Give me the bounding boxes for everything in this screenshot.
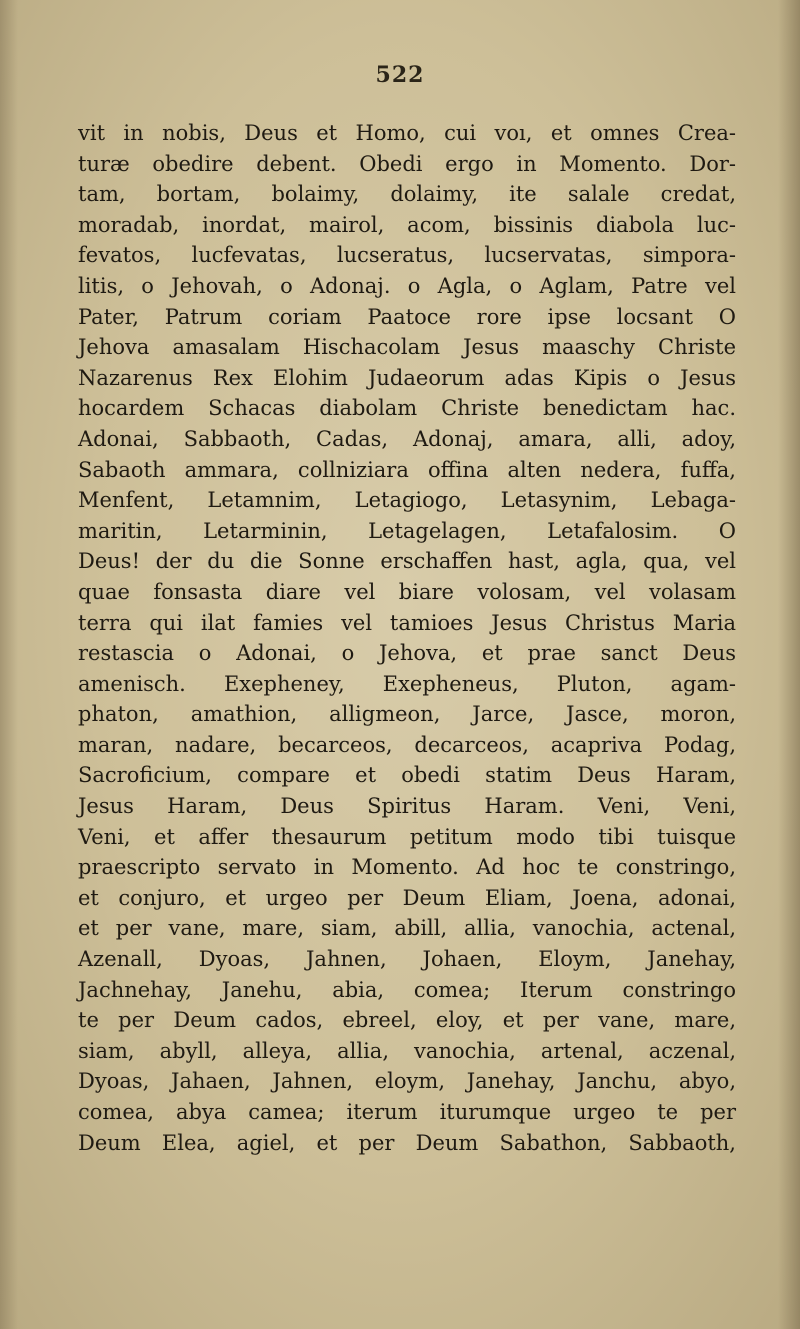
text-line: Dyoas, Jahaen, Jahnen, eloym, Janehay, Janchu, abyo,	[78, 1069, 736, 1094]
text-line: comea, abya camea; iterum iturumque urgeo te per	[78, 1100, 736, 1124]
text-line: siam, abyll, alleya, allia, vanochia, artenal, aczenal,	[78, 1038, 736, 1063]
page-shadow-right	[778, 0, 800, 1329]
text-line: Menfent, Letamnim, Letagiogo, Letasynim, Lebaga-	[78, 488, 736, 513]
text-line: Jesus Haram, Deus Spiritus Haram. Veni, Veni,	[78, 794, 736, 819]
text-line: Veni, et affer thesaurum petitum modo tibi tuisque	[78, 824, 736, 849]
text-line: maran, nadare, becarceos, decarceos, acapriva Podag,	[78, 732, 736, 757]
text-line: te per Deum cados, ebreel, eloy, et per vane, mare,	[78, 1008, 736, 1033]
text-line: et per vane, mare, siam, abill, allia, vanochia, actenal,	[78, 916, 736, 941]
text-line: vit in nobis, Deus et Homo, cui voı, et omnes Crea-	[78, 121, 736, 145]
text-line: Deus! der du die Sonne erschaffen hast, agla, qua, vel	[78, 549, 736, 574]
text-line: Sacroficium, compare et obedi statim Deus Haram,	[78, 763, 736, 788]
text-line: tam, bortam, bolaimy, dolaimy, ite salale credat,	[78, 182, 736, 207]
text-line: hocardem Schacas diabolam Christe benedictam hac.	[78, 396, 736, 421]
text-line: Adonai, Sabbaoth, Cadas, Adonaj, amara, alli, adoy,	[78, 426, 736, 451]
text-line: moradab, inordat, mairol, acom, bissinis diabola luc-	[78, 212, 736, 237]
page-number: 522	[375, 62, 425, 88]
text-line: Jehova amasalam Hischacolam Jesus maaschy Christe	[78, 335, 736, 360]
text-line: quae fonsasta diare vel biare volosam, vel volasam	[78, 579, 736, 604]
text-line: Sabaoth ammara, collniziara offina alten nedera, fuffa,	[78, 457, 736, 482]
body-text	[78, 118, 736, 1158]
text-line: amenisch. Exepheney, Exepheneus, Pluton, agam-	[78, 671, 736, 696]
text-line: Nazarenus Rex Elohim Judaeorum adas Kipis o Jesus	[78, 365, 736, 390]
text-line: litis, o Jehovah, o Adonaj. o Agla, o Aglam, Patre vel	[78, 273, 736, 298]
text-line: praescripto servato in Momento. Ad hoc te constringo,	[78, 855, 736, 880]
text-line: Jachnehay, Janehu, abia, comea; Iterum constringo	[78, 977, 736, 1002]
text-line: maritin, Letarminin, Letagelagen, Letafalosim. O	[78, 518, 736, 543]
text-line: et conjuro, et urgeo per Deum Eliam, Joena, adonai,	[78, 885, 736, 910]
text-line: Deum Elea, agiel, et per Deum Sabathon, Sabbaoth,	[78, 1130, 736, 1155]
text-line: fevatos, lucfevatas, lucseratus, lucservatas, simpora-	[78, 243, 736, 268]
text-line: terra qui ilat famies vel tamioes Jesus Christus Maria	[78, 610, 736, 635]
page-shadow-left	[0, 0, 18, 1329]
text-line: phaton, amathion, alligmeon, Jarce, Jasce, moron,	[78, 702, 736, 727]
text-line: Azenall, Dyoas, Jahnen, Johaen, Eloym, Janehay,	[78, 947, 736, 972]
text-line: restascia o Adonai, o Jehova, et prae sanct Deus	[78, 641, 736, 666]
text-line: turæ obedire debent. Obedi ergo in Momento. Dor-	[78, 151, 736, 176]
text-line: Pater, Patrum coriam Paatoce rore ipse locsant O	[78, 304, 736, 329]
